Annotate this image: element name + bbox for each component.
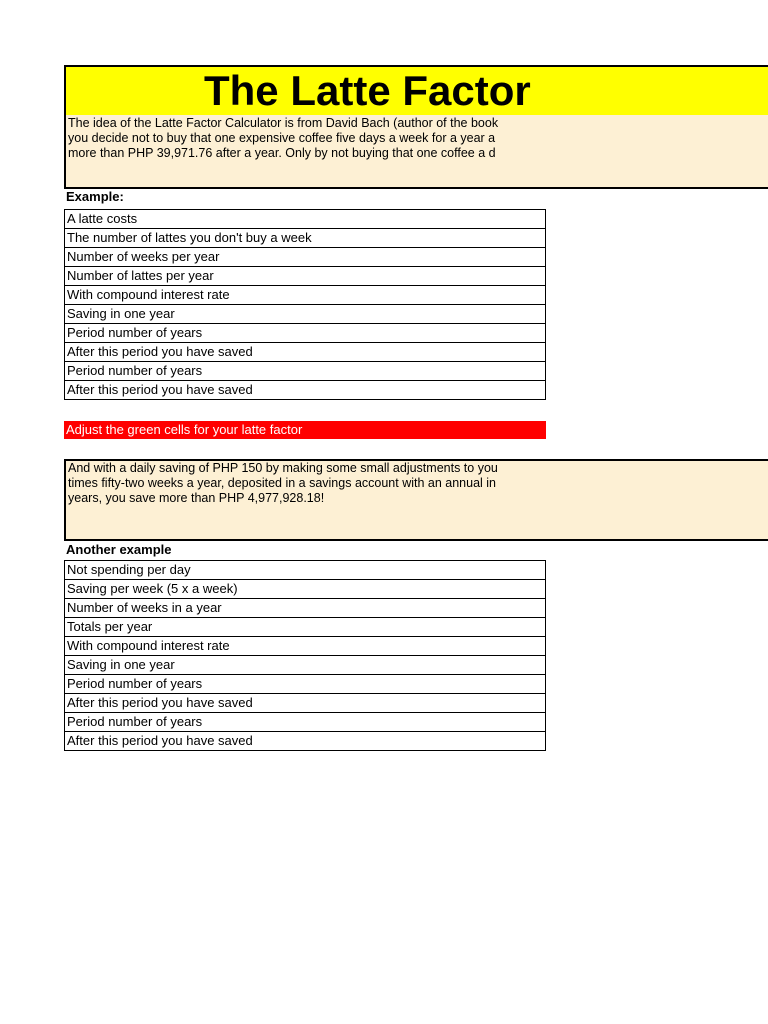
row-label[interactable]: The number of lattes you don't buy a week [65, 229, 546, 248]
table-row [65, 561, 546, 580]
adjust-notice: Adjust the green cells for your latte factor [64, 421, 546, 439]
row-label[interactable]: With compound interest rate [65, 637, 546, 656]
table-row [65, 305, 546, 324]
table-row [65, 229, 546, 248]
row-label[interactable]: Number of lattes per year [65, 267, 546, 286]
row-label[interactable]: With compound interest rate [65, 286, 546, 305]
table-row [65, 618, 546, 637]
table-row [65, 324, 546, 343]
intro-paragraph [68, 116, 546, 161]
page-title: The Latte Factor [204, 67, 531, 114]
row-label[interactable]: After this period you have saved [65, 381, 546, 400]
saving-note [64, 459, 768, 541]
another-example-table [64, 560, 546, 751]
saving-paragraph [68, 461, 546, 506]
table-row [65, 210, 546, 229]
row-label[interactable]: Number of weeks in a year [65, 599, 546, 618]
table-row [65, 694, 546, 713]
table-row [65, 599, 546, 618]
row-label[interactable]: Saving per week (5 x a week) [65, 580, 546, 599]
intro-note [64, 115, 768, 189]
saving-line: years, you save more than PHP 4,977,928.18! [68, 491, 325, 505]
table-row [65, 248, 546, 267]
row-label[interactable]: Not spending per day [65, 561, 546, 580]
row-label[interactable]: Period number of years [65, 675, 546, 694]
row-label[interactable]: Saving in one year [65, 656, 546, 675]
table-row [65, 267, 546, 286]
row-label[interactable]: Number of weeks per year [65, 248, 546, 267]
example-heading: Example: [66, 189, 124, 204]
row-label[interactable]: After this period you have saved [65, 732, 546, 751]
table-row [65, 637, 546, 656]
row-label[interactable]: Period number of years [65, 324, 546, 343]
row-label[interactable]: Totals per year [65, 618, 546, 637]
intro-line: you decide not to buy that one expensive coffee five days a week for a year a [68, 131, 496, 145]
table-row [65, 362, 546, 381]
table-row [65, 656, 546, 675]
row-label[interactable]: Saving in one year [65, 305, 546, 324]
saving-line: times fifty-two weeks a year, deposited in a savings account with an annual in [68, 476, 497, 490]
row-label[interactable]: Period number of years [65, 362, 546, 381]
table-row [65, 381, 546, 400]
row-label[interactable]: After this period you have saved [65, 694, 546, 713]
table-row [65, 343, 546, 362]
table-row [65, 286, 546, 305]
table-row [65, 675, 546, 694]
saving-line: And with a daily saving of PHP 150 by making some small adjustments to you [68, 461, 498, 475]
row-label[interactable]: Period number of years [65, 713, 546, 732]
table-row [65, 732, 546, 751]
intro-line: more than PHP 39,971.76 after a year. Only by not buying that one coffee a d [68, 146, 496, 160]
row-label[interactable]: After this period you have saved [65, 343, 546, 362]
example-table [64, 209, 546, 400]
intro-line: The idea of the Latte Factor Calculator is from David Bach (author of the book [68, 116, 499, 130]
table-row [65, 713, 546, 732]
title-band [64, 65, 768, 115]
row-label[interactable]: A latte costs [65, 210, 546, 229]
table-row [65, 580, 546, 599]
another-example-heading: Another example [66, 542, 172, 557]
